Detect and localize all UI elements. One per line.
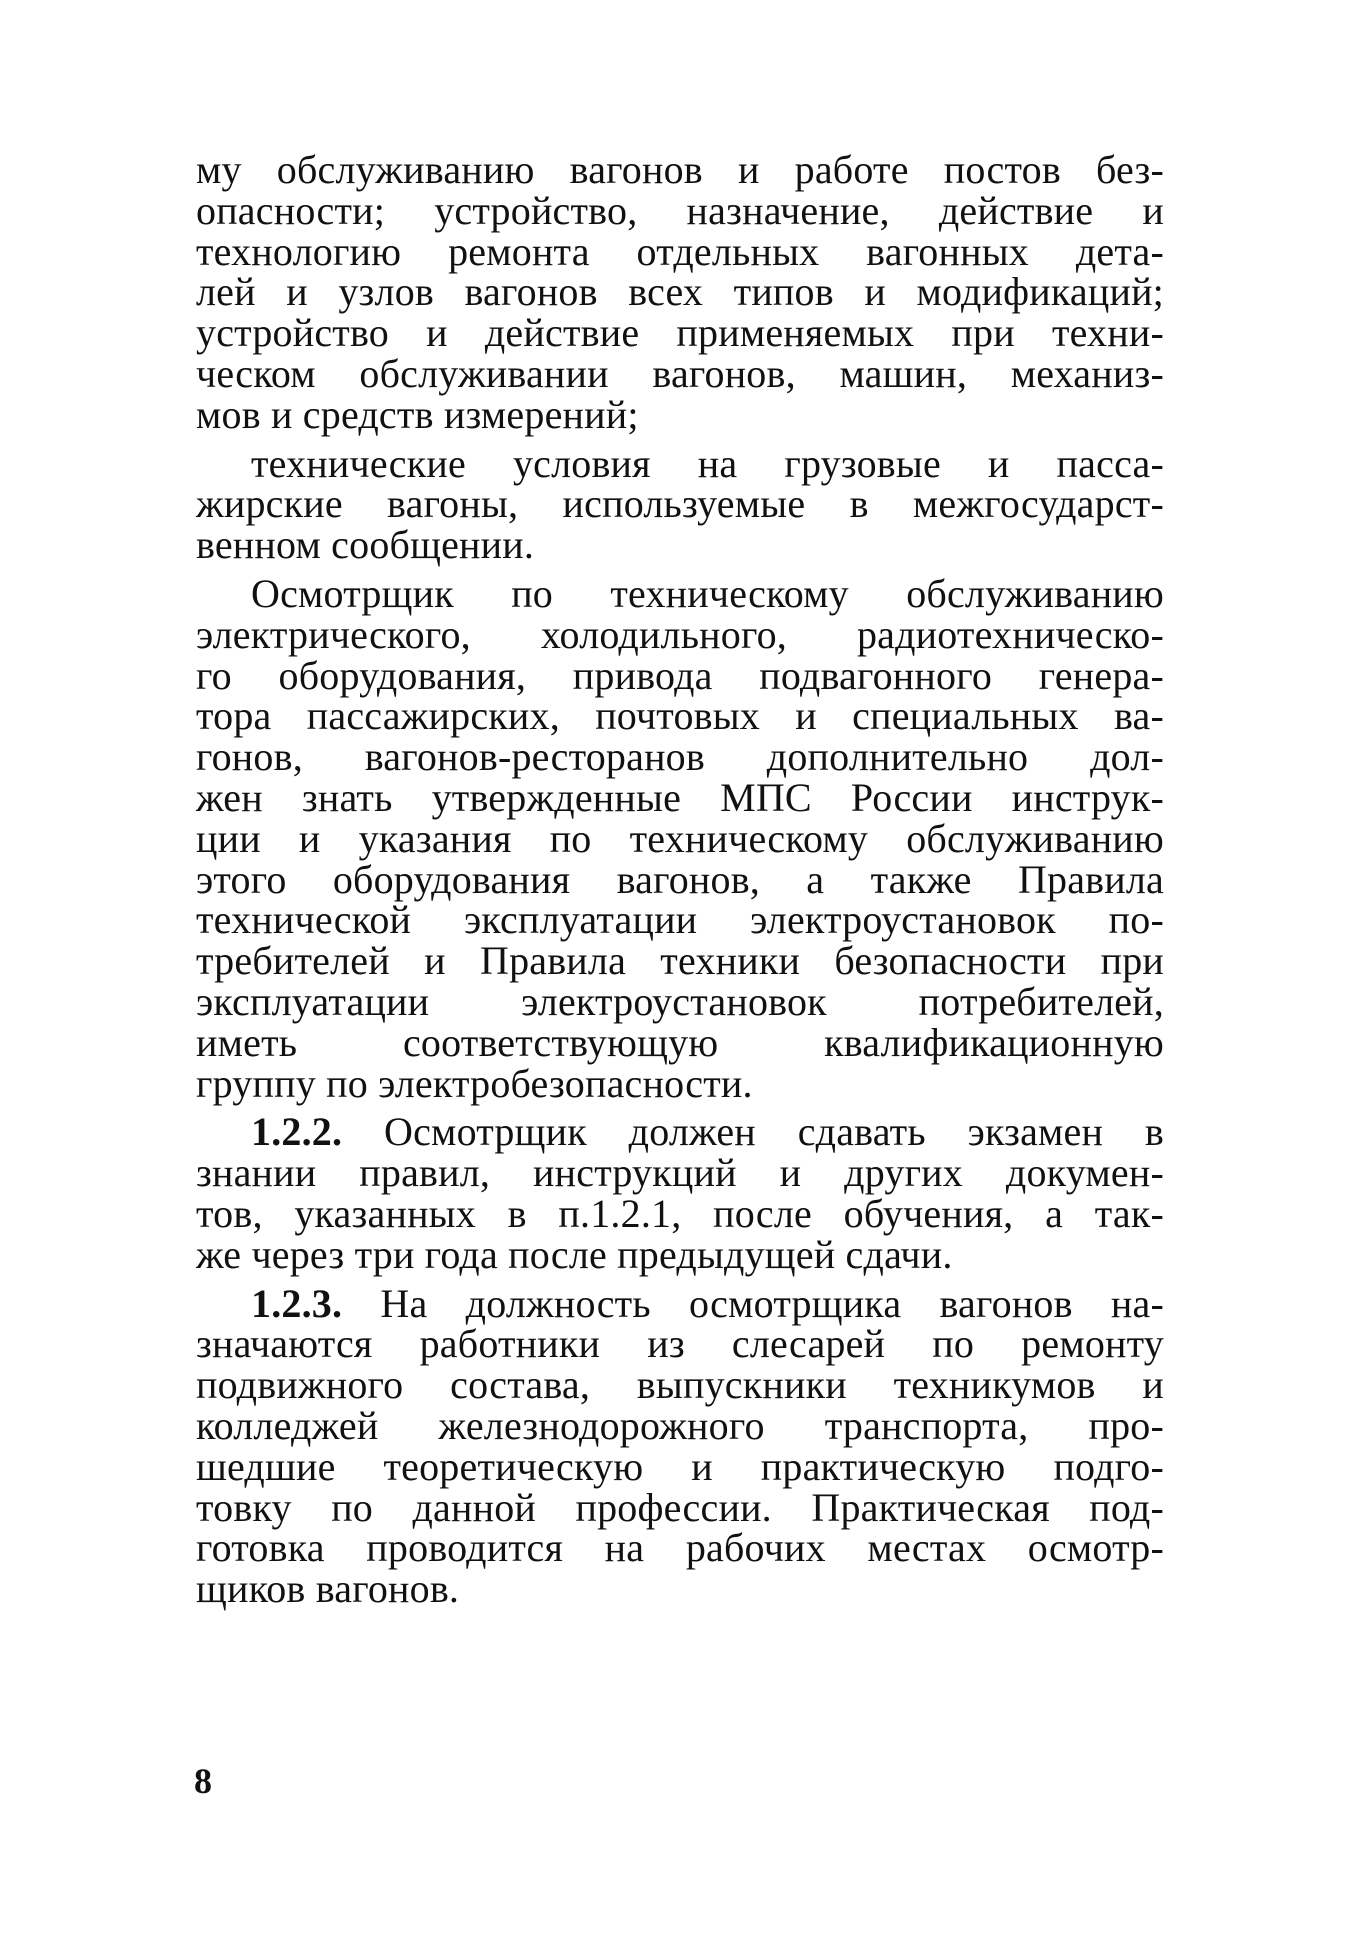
text-line: иметь соответствующую квалификационную bbox=[196, 1019, 1164, 1065]
text-line: этого оборудования вагонов, а также Правила bbox=[196, 856, 1164, 902]
text-line bbox=[196, 1109, 1164, 1155]
text-line: го оборудования, привода подвагонного генера- bbox=[196, 652, 1164, 698]
text-line: подвижного состава, выпускники техникумов и bbox=[196, 1362, 1164, 1408]
text-line: тов, указанных в п.1.2.1, после обучения, а так- bbox=[196, 1190, 1164, 1236]
text-line: колледжей железнодорожного транспорта, про- bbox=[196, 1402, 1164, 1448]
text-line: венном сообщении. bbox=[196, 522, 535, 568]
body-text bbox=[196, 147, 1165, 1618]
text-line: знании правил, инструкций и других докумен- bbox=[196, 1150, 1164, 1196]
section-1-2-2 bbox=[196, 1109, 1164, 1277]
text-line: группу по электробезопасности. bbox=[196, 1060, 753, 1106]
text-line-content: На должность осмотрщика вагонов на- bbox=[380, 1280, 1165, 1326]
section-1-2-3 bbox=[196, 1280, 1165, 1612]
section-number: 1.2.3. bbox=[251, 1280, 343, 1326]
paragraph-electrical-inspector bbox=[196, 570, 1164, 1106]
text-line bbox=[196, 1280, 1165, 1326]
text-line-content: Осмотрщик должен сдавать экзамен в bbox=[384, 1109, 1164, 1155]
text-line: Осмотрщик по техническому обслуживанию bbox=[251, 570, 1164, 616]
page-number: 8 bbox=[194, 1761, 212, 1801]
text-line: значаются работники из слесарей по ремонту bbox=[196, 1321, 1164, 1367]
paragraph-continuation bbox=[196, 147, 1164, 437]
text-line: готовка проводится на рабочих местах осмотр- bbox=[196, 1525, 1164, 1571]
text-line: электрического, холодильного, радиотехническо- bbox=[196, 611, 1164, 657]
text-line: технологию ремонта отдельных вагонных дета- bbox=[196, 228, 1164, 274]
text-line: жен знать утвержденные МПС России инструк- bbox=[196, 774, 1164, 820]
text-line: мов и средств измерений; bbox=[196, 391, 639, 437]
text-line: требителей и Правила техники безопасности при bbox=[196, 938, 1164, 984]
text-line: тора пассажирских, почтовых и специальных ва- bbox=[196, 693, 1164, 739]
text-line: технические условия на грузовые и пасса- bbox=[251, 440, 1164, 486]
text-line: лей и узлов вагонов всех типов и модификаций; bbox=[196, 269, 1164, 315]
text-line: технической эксплуатации электроустановок по- bbox=[196, 897, 1164, 943]
text-line: опасности; устройство, назначение, действие и bbox=[196, 187, 1164, 233]
text-line: эксплуатации электроустановок потребителей, bbox=[196, 978, 1164, 1024]
text-line: ческом обслуживании вагонов, машин, механиз- bbox=[196, 350, 1164, 396]
text-line: ции и указания по техническому обслуживанию bbox=[196, 815, 1164, 861]
text-line: же через три года после предыдущей сдачи. bbox=[196, 1231, 953, 1277]
text-line: товку по данной профессии. Практическая под- bbox=[196, 1484, 1164, 1530]
text-line: му обслуживанию вагонов и работе постов без- bbox=[196, 147, 1164, 192]
text-line: гонов, вагонов-ресторанов дополнительно дол- bbox=[196, 734, 1164, 780]
text-line: устройство и действие применяемых при техни- bbox=[196, 310, 1164, 356]
text-line: шедшие теоретическую и практическую подго- bbox=[196, 1443, 1164, 1489]
text-line: щиков вагонов. bbox=[196, 1566, 460, 1612]
paragraph-tech-conditions bbox=[196, 440, 1164, 568]
text-line: жирские вагоны, используемые в межгосударст- bbox=[196, 481, 1164, 527]
section-number: 1.2.2. bbox=[251, 1109, 343, 1155]
